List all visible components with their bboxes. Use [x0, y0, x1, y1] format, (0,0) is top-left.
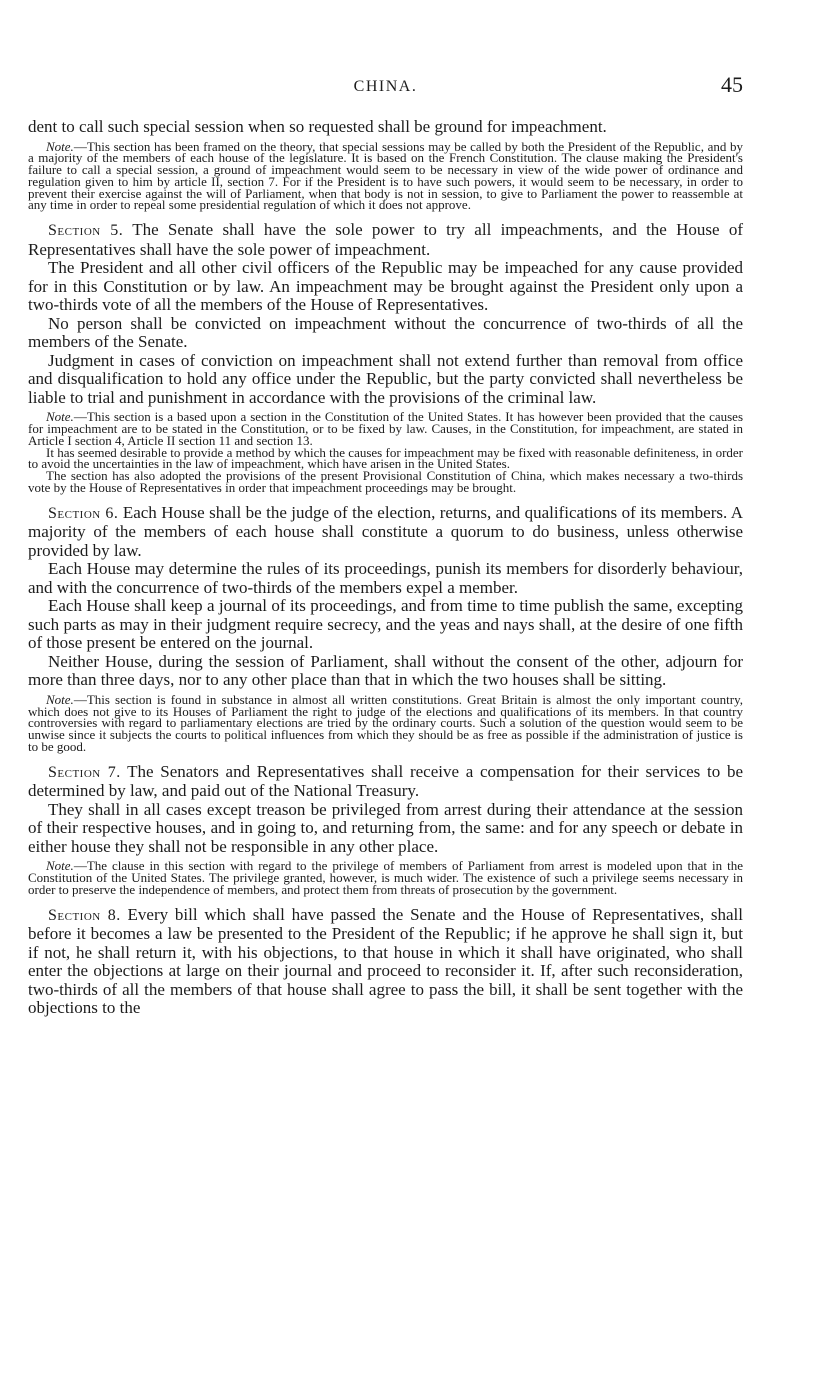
body-paragraph: dent to call such special session when so requested shall be ground for impeachment.	[28, 117, 607, 136]
note-label: Note.	[46, 138, 74, 154]
section-5-paragraph: Section 5. The Senate shall have the sole power to try all impeachments, and the House of Representatives shall have the sole power of impeachment.	[28, 220, 743, 259]
body-paragraph: Each House may determine the rules of its proceedings, punish its members for disorderly behaviour, and with the concurrence of two-thirds of the members expel a member.	[28, 559, 743, 597]
page-number: 45	[721, 72, 743, 97]
footnote-note-continued: It has seemed desirable to provide a method by which the causes for impeachment may be fixed with reasonable definiteness, in order to avoid the uncertainties in the law of impeachment, which have arisen in the United States.	[28, 444, 743, 472]
note-label: Note.	[46, 691, 74, 707]
footnote-note: Note.—The clause in this section with regard to the privilege of members of Parliament from arrest is modeled upon that in the Constitution of the United States. The privilege granted, however, is much wider. The existence of such a privilege seems necessary in order to preserve the independence of members, and protect them from threats of prosecution by the government.	[28, 858, 743, 897]
page-body	[28, 118, 743, 1018]
section-label: Section 5.	[48, 222, 124, 240]
footnote-note-continued: The section has also adopted the provisions of the present Provisional Constitution of China, which makes necessary a two-thirds vote by the House of Representatives in order that impeachment proceedings may be brought.	[28, 468, 743, 496]
footnote-note: Note.—This section has been framed on the theory, that special sessions may be called by both the President of the Republic, and by a majority of the members of each house of the legislature. It is based on the French Constitution. The clause making the President's failure to call a special session, a ground of impeachment would seem to be necessary in view of the wide power of ordinance and regulation given to him by article II, section 7. For if the President is to have such powers, it would seem to be necessary, in order to prevent their exercise against the will of Parliament, when that body is not in session, to give to Parliament the power to reassemble at any time in order to repeal some presidential regulation of which it does not approve.	[28, 138, 743, 213]
section-label: Section 6.	[48, 504, 119, 522]
body-paragraph: Each House shall keep a journal of its proceedings, and from time to time publish the same, excepting such parts as may in their judgment require secrecy, and the yeas and nays shall, at the desire of one fifth of those present be entered on the journal.	[28, 596, 743, 653]
footnote-note: Note.—This section is a based upon a section in the Constitution of the United States. It has however been provided that the causes for impeachment are to be stated in the Constitution, or to be fixed by law. Causes, in the Constitution, for impeachment, are stated in Article I section 4, Article II section 11 and section 13.	[28, 409, 743, 448]
section-6-paragraph: Section 6. Each House shall be the judge of the election, returns, and qualifications of its members. A majority of the members of each house shall constitute a quorum to do business, unless otherwise provided by law.	[28, 502, 743, 560]
body-paragraph: Judgment in cases of conviction on impeachment shall not extend further than removal from office and disqualification to hold any office under the Republic, but the party convicted shall nevertheless be liable to trial and punishment in accordance with the provisions of the criminal law.	[28, 350, 743, 407]
section-label: Section 8.	[48, 906, 121, 924]
running-head: CHINA.	[353, 78, 418, 95]
body-paragraph: Neither House, during the session of Parliament, shall without the consent of the other, adjourn for more than three days, nor to any other place than that in which the two houses shall be sitting.	[28, 651, 743, 690]
section-7-paragraph: Section 7. The Senators and Representatives shall receive a compensation for their services to be determined by law, and paid out of the National Treasury.	[28, 761, 743, 801]
note-label: Note.	[46, 409, 74, 425]
body-paragraph: No person shall be convicted on impeachment without the concurrence of two-thirds of all the members of the Senate.	[28, 313, 743, 352]
note-label: Note.	[46, 858, 74, 874]
body-paragraph: The President and all other civil officers of the Republic may be impeached for any cause provided for in this Constitution or by law. An impeachment may be brought against the President only upon a two-thirds vote of all the members of the House of Representatives.	[28, 258, 743, 315]
body-paragraph: They shall in all cases except treason be privileged from arrest during their attendance at the session of their respective houses, and in going to, and returning from, the same: and for any speech or debate in either house they shall not be responsible in any other place.	[28, 799, 743, 856]
section-label: Section 7.	[48, 763, 121, 781]
footnote-note: Note.—This section is found in substance in almost all written constitutions. Great Britain is almost the only important country, which does not give to its Houses of Parliament the right to judge of the elections and qualifications of its members. In that country controversies with regard to parliamentary elections are tried by the ordinary courts. Such a solution of the question would seem to be unwise since it subjects the courts to political influences from which they should be as free as possible if the administration of justice is to be good.	[28, 691, 743, 755]
section-8-paragraph: Section 8. Every bill which shall have passed the Senate and the House of Representatives, shall before it becomes a law be presented to the President of the Republic; if he approve he shall sign it, but if not, he shall return it, with his objections, to that house in which it shall have originated, who shall enter the objections at large on their journal and proceed to reconsider it. If, after such reconsideration, two-thirds of all the members of that house shall agree to pass the bill, it shall be sent together with the objections to the	[28, 904, 743, 1018]
page-header	[28, 72, 743, 102]
